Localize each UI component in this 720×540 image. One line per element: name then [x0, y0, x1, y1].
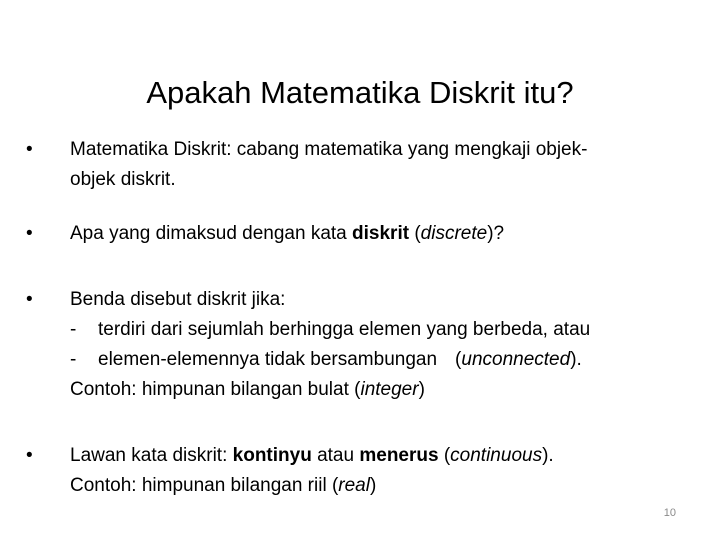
bullet-text-line: Benda disebut diskrit jika: [70, 289, 286, 310]
slide-title: Apakah Matematika Diskrit itu? [146, 75, 574, 110]
bullet-marker: • [26, 445, 33, 466]
text-segment: terdiri dari sejumlah berhingga elemen yang berbeda, atau [98, 319, 591, 340]
italic-term: real [338, 475, 370, 496]
text-segment: ). [542, 445, 554, 466]
bullet-marker: • [26, 139, 33, 160]
example-line [70, 375, 590, 405]
italic-term: integer [360, 379, 419, 400]
text-segment: ) [369, 475, 377, 496]
text-segment: ( [409, 223, 421, 244]
bullet-item-definition [26, 135, 587, 195]
bullet-text-line: Matematika Diskrit: cabang matematika yang mengkaji objek- [70, 139, 588, 160]
bullet-item-criteria [26, 285, 590, 405]
text-segment: ). [570, 349, 582, 370]
text-segment: ) [418, 379, 425, 400]
italic-term: unconnected [461, 349, 571, 370]
bullet-text-line [70, 441, 554, 471]
text-segment: Lawan kata diskrit: [70, 445, 233, 466]
text-segment: Apa yang dimaksud dengan kata [70, 223, 353, 244]
bold-term: menerus [359, 445, 439, 466]
bold-term: kontinyu [232, 445, 312, 466]
text-segment: Contoh: himpunan bilangan bulat ( [70, 379, 361, 400]
text-segment: atau [311, 445, 360, 466]
bullet-item-antonym [26, 441, 554, 501]
sub-item-line [70, 315, 590, 345]
sub-item-line [70, 345, 590, 375]
text-segment: elemen-elemennya tidak bersambungan [98, 349, 438, 370]
example-line [70, 471, 554, 501]
page-number: 10 [663, 507, 676, 519]
text-segment: Contoh: himpunan bilangan riil ( [70, 475, 339, 496]
dash-marker: - [70, 319, 77, 340]
bold-term: diskrit [352, 223, 410, 244]
bullet-text-line [70, 219, 504, 249]
bullet-item-question [26, 219, 504, 249]
text-segment: )? [487, 223, 505, 244]
italic-term: continuous [450, 445, 543, 466]
dash-marker: - [70, 349, 77, 370]
bullet-text-line: objek diskrit. [70, 169, 176, 190]
bullet-marker: • [26, 223, 33, 244]
italic-term: discrete [420, 223, 488, 244]
text-segment: ( [438, 445, 451, 466]
bullet-marker: • [26, 289, 33, 310]
text-segment: ( [455, 349, 462, 370]
